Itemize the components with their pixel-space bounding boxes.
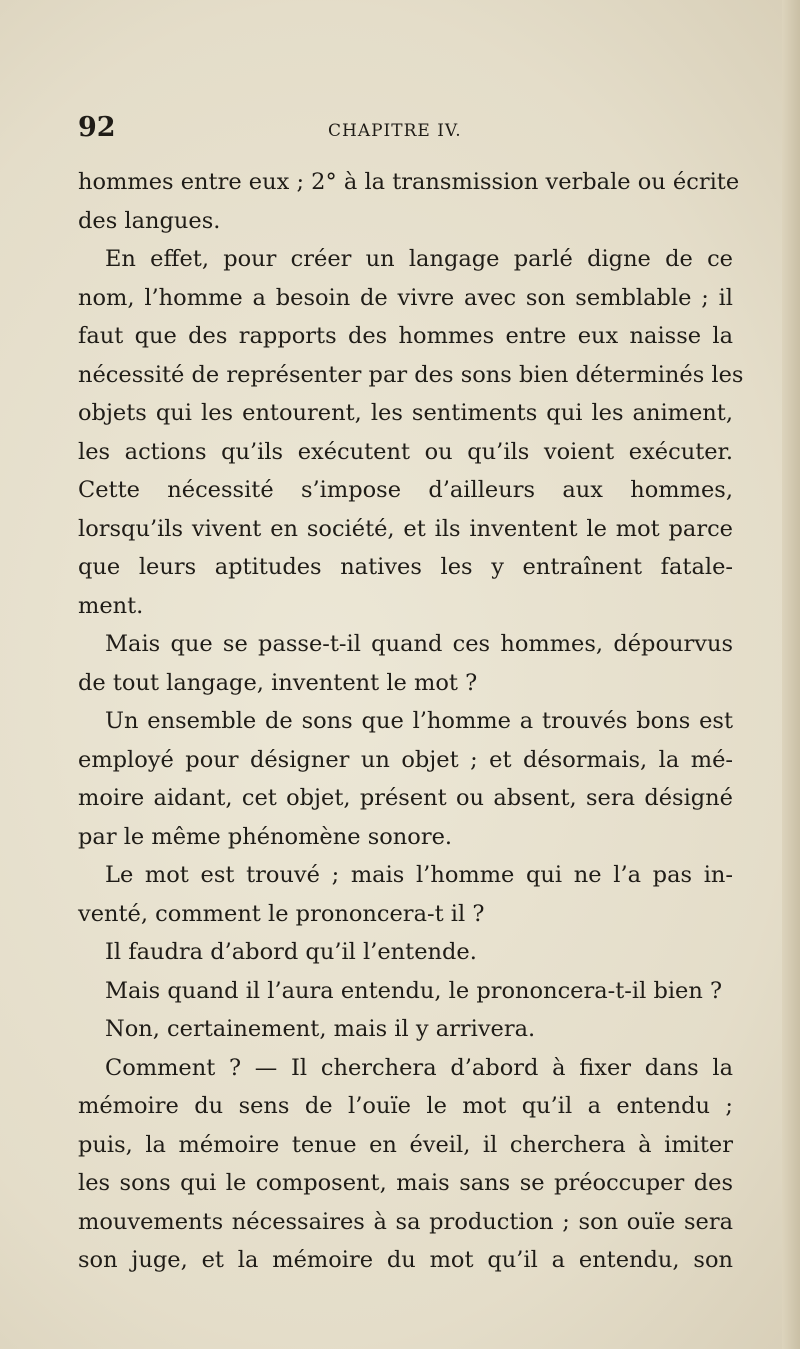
page-number: 92 xyxy=(78,112,116,143)
text-line: employé pour désigner un objet ; et désormais, la mé- xyxy=(78,746,733,773)
text-line: Cette nécessité s’impose d’ailleurs aux hommes, xyxy=(78,477,733,503)
text-line: objets qui les entourent, les sentiments qui les animent, xyxy=(78,400,733,426)
text-line: que leurs aptitudes natives les y entraînent fatale- xyxy=(78,554,733,580)
running-head xyxy=(78,112,733,152)
text-line: ment. xyxy=(78,592,144,619)
text-line: hommes entre eux ; 2° à la transmission verbale ou écrite xyxy=(78,169,740,195)
text-line: mouvements nécessaires à sa production ; son ouïe sera xyxy=(78,1208,733,1235)
text-line: Il faudra d’abord qu’il l’entende. xyxy=(105,939,477,965)
text-line: Mais quand il l’aura entendu, le prononcera-t-il bien ? xyxy=(105,977,723,1004)
text-line: Mais que se passe-t-il quand ces hommes, dépourvus xyxy=(105,631,733,657)
text-line: venté, comment le prononcera-t il ? xyxy=(78,900,485,927)
text-line: En effet, pour créer un langage parlé digne de ce xyxy=(105,246,733,272)
text-line: puis, la mémoire tenue en éveil, il cherchera à imiter xyxy=(78,1131,733,1158)
chapter-title: CHAPITRE IV. xyxy=(328,121,462,141)
text-line: lorsqu’ils vivent en société, et ils inventent le mot parce xyxy=(78,515,733,542)
text-line: de tout langage, inventent le mot ? xyxy=(78,669,478,696)
text-line: nom, l’homme a besoin de vivre avec son semblable ; il xyxy=(78,284,733,311)
text-line: moire aidant, cet objet, présent ou absent, sera désigné xyxy=(78,785,733,811)
body-text xyxy=(78,163,744,1280)
text-line: les actions qu’ils exécutent ou qu’ils voient exécuter. xyxy=(78,438,733,465)
text-line: nécessité de représenter par des sons bien déterminés les xyxy=(78,361,744,388)
text-line: des langues. xyxy=(78,207,221,234)
text-line: les sons qui le composent, mais sans se préoccuper des xyxy=(78,1170,733,1196)
text-line: mémoire du sens de l’ouïe le mot qu’il a entendu ; xyxy=(78,1093,733,1119)
text-line: son juge, et la mémoire du mot qu’il a entendu, son xyxy=(78,1247,733,1273)
text-line: Non, certainement, mais il y arrivera. xyxy=(105,1016,536,1042)
text-line: Le mot est trouvé ; mais l’homme qui ne l’a pas in- xyxy=(105,862,733,888)
text-line: faut que des rapports des hommes entre eux naisse la xyxy=(78,323,733,349)
text-line: Comment ? — Il cherchera d’abord à fixer dans la xyxy=(105,1054,733,1081)
text-line: Un ensemble de sons que l’homme a trouvés bons est xyxy=(105,708,733,734)
text-line: par le même phénomène sonore. xyxy=(78,823,453,850)
page-edge xyxy=(782,0,800,1349)
